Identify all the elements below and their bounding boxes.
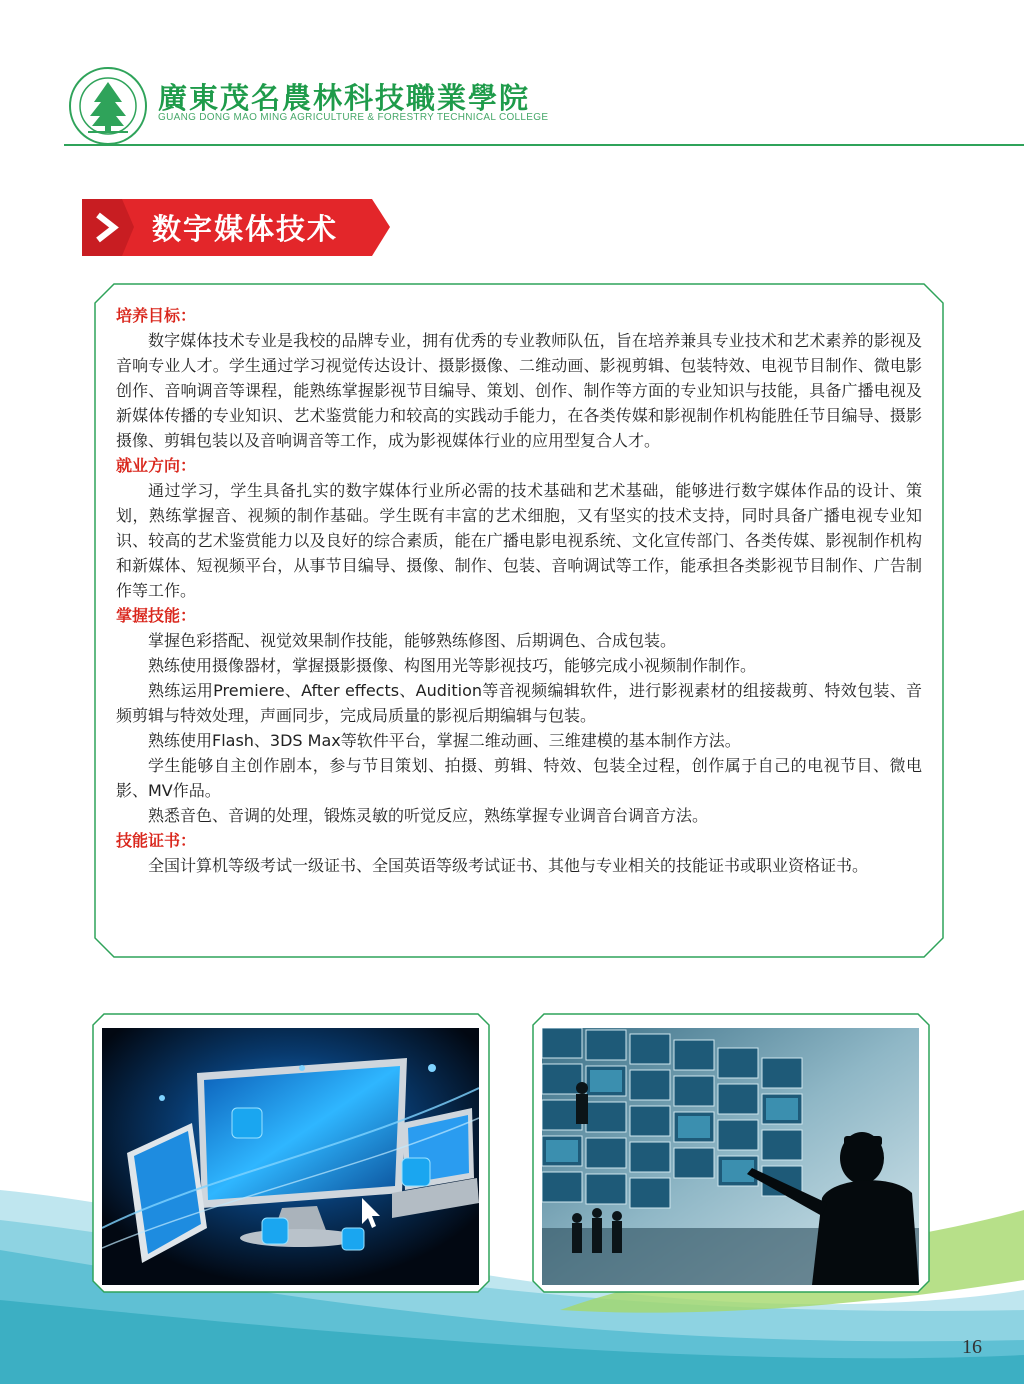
skill-item: 熟练使用Flash、3DS Max等软件平台，掌握二维动画、三维建模的基本制作方法。 <box>148 731 741 750</box>
header-divider <box>64 144 1024 146</box>
photo-frame-left <box>92 1013 490 1293</box>
photo-frame-right <box>532 1013 930 1293</box>
skills-heading: 掌握技能： <box>116 606 197 625</box>
college-name-en: GUANG DONG MAO MING AGRICULTURE & FORESTRY TECHNICAL COLLEGE <box>158 112 549 123</box>
chevron-right-icon <box>92 211 122 244</box>
section-title-banner <box>82 199 390 256</box>
goal-heading: 培养目标： <box>116 306 197 325</box>
skill-item: 熟练运用Premiere、After effects、Audition等音视频编辑软件，进行影视素材的组接裁剪、特效包装、音频剪辑与特效处理，声画同步，完成局质量的影视后期编辑与包装。 <box>116 681 922 725</box>
college-name-cn: 廣東茂名農林科技職業學院 <box>158 81 531 115</box>
section-title: 数字媒体技术 <box>152 212 339 246</box>
digital-devices-illustration <box>102 1028 479 1285</box>
skill-item: 熟练使用摄像器材，掌握摄影摄像、构图用光等影视技巧，能够完成小视频制作制作。 <box>148 656 757 675</box>
video-wall-operator-photo <box>542 1028 919 1285</box>
page-number: 16 <box>962 1336 982 1358</box>
career-text: 通过学习，学生具备扎实的数字媒体行业所必需的技术基础和艺术基础，能够进行数字媒体作品的设计、策划，熟练掌握音、视频的制作基础。学生既有丰富的艺术细胞，又有坚实的技术支持，同时具备广播电视专业知识、较高的艺术鉴赏能力以及良好的综合素质，能在广播电影电视系统、文化宣传部门、各类传媒、影视制作机构和新媒体、短视频平台，从事节目编导、摄像、制作、包装、音响调试等工作，能承担各类影视节目制作、广告制作等工作。 <box>116 481 922 600</box>
cert-heading: 技能证书： <box>116 831 197 850</box>
page-header <box>0 0 1024 150</box>
content-panel <box>94 283 944 958</box>
skill-item: 熟悉音色、音调的处理，锻炼灵敏的听觉反应，熟练掌握专业调音台调音方法。 <box>148 806 709 825</box>
goal-text: 数字媒体技术专业是我校的品牌专业，拥有优秀的专业教师队伍，旨在培养兼具专业技术和艺术素养的影视及音响专业人才。学生通过学习视觉传达设计、摄影摄像、二维动画、影视剪辑、包装特效、电视节目制作、微电影创作、音响调音等课程，能熟练掌握影视节目编导、策划、创作、制作等方面的专业知识与技能，具备广播电视及新媒体传播的专业知识、艺术鉴赏能力和较高的实践动手能力，在各类传媒和影视制作机构能胜任节目编导、摄影摄像、剪辑包装以及音响调音等工作，成为影视媒体行业的应用型复合人才。 <box>116 331 922 450</box>
skill-item: 学生能够自主创作剧本，参与节目策划、拍摄、剪辑、特效、包装全过程，创作属于自己的电视节目、微电影、MV作品。 <box>116 756 922 800</box>
cert-text: 全国计算机等级考试一级证书、全国英语等级考试证书、其他与专业相关的技能证书或职业资格证书。 <box>148 856 869 875</box>
college-seal-tree-icon <box>68 66 148 146</box>
skill-item: 掌握色彩搭配、视觉效果制作技能，能够熟练修图、后期调色、合成包装。 <box>148 631 677 650</box>
career-heading: 就业方向： <box>116 456 197 475</box>
